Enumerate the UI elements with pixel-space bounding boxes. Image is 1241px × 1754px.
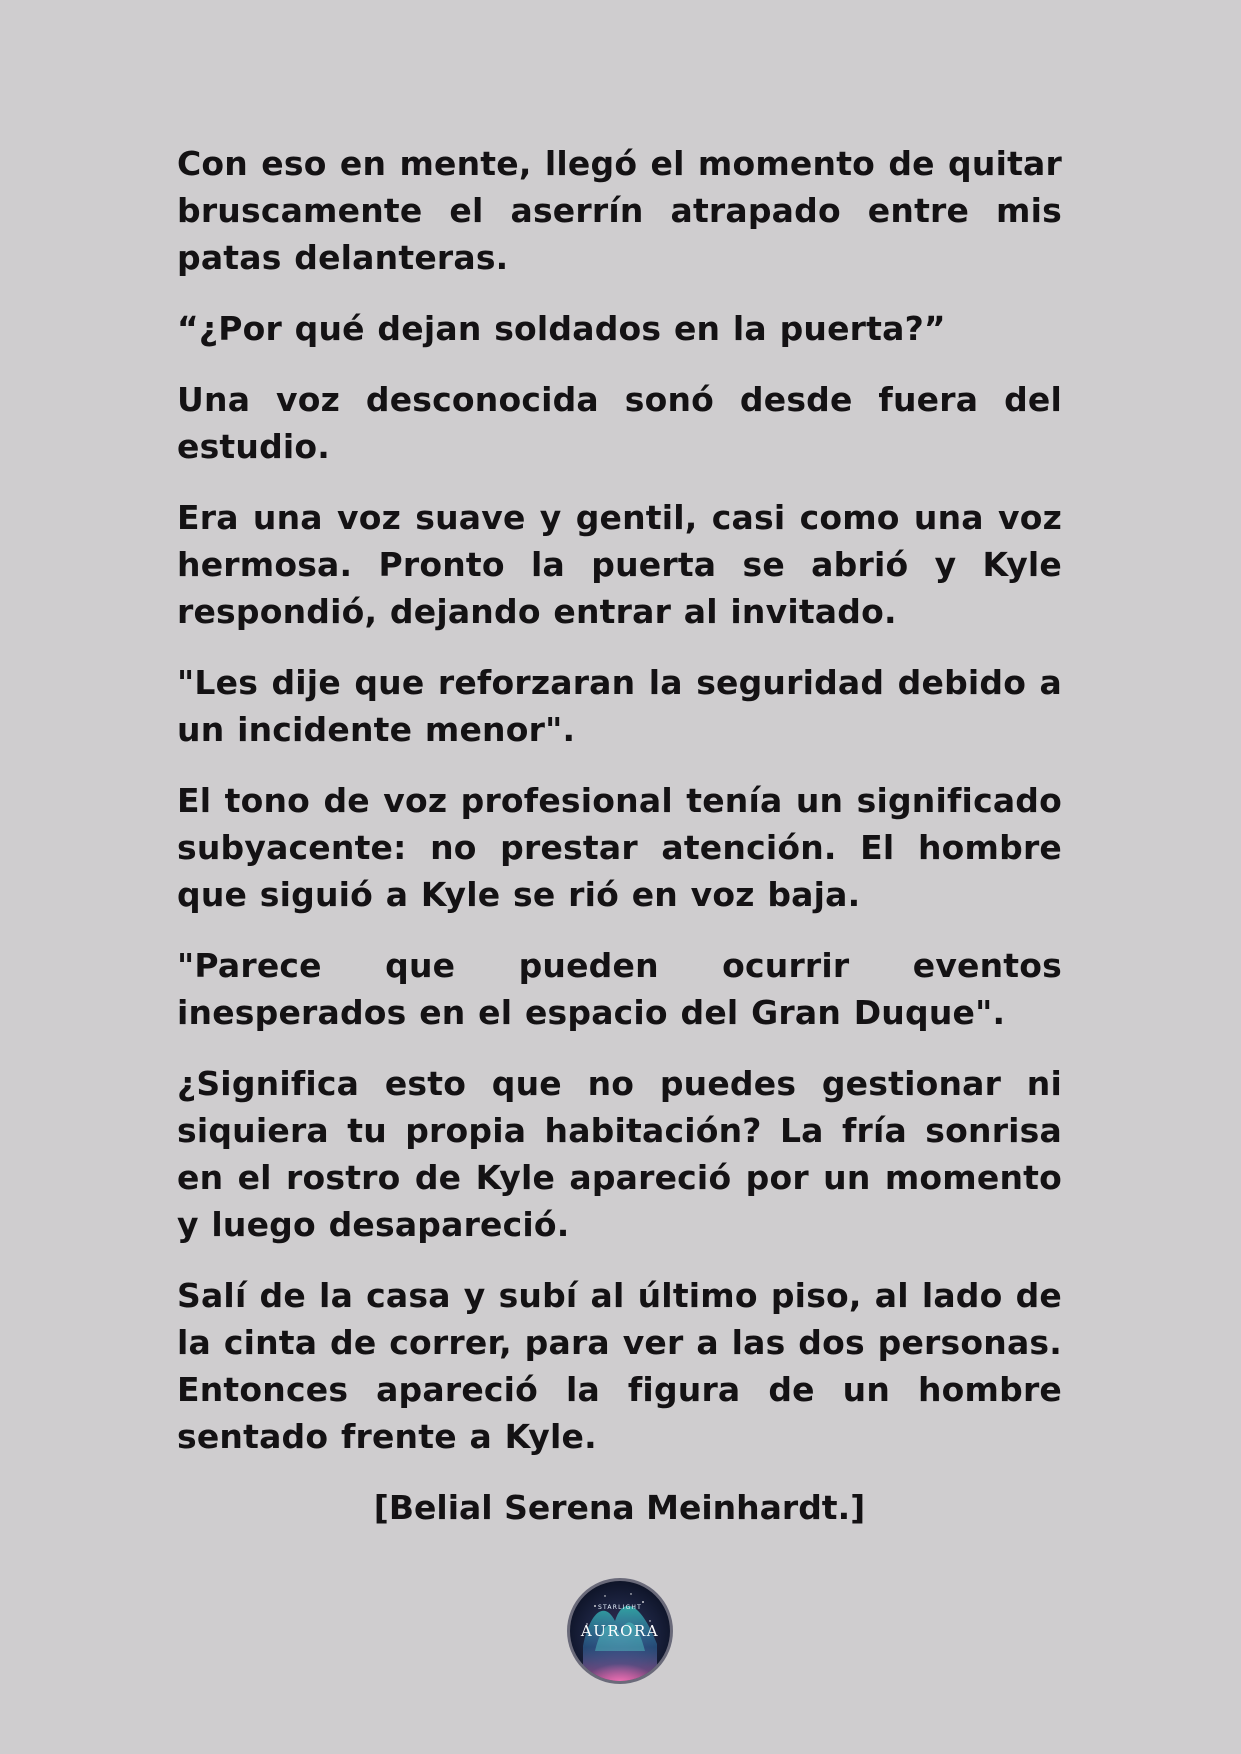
chapter-text bbox=[177, 140, 1062, 1531]
logo-main-text: AURORA bbox=[580, 1622, 660, 1640]
paragraph-4: Era una voz suave y gentil, casi como una voz hermosa. Pronto la puerta se abrió y Kyle respondió, dejando entrar al invitado. bbox=[177, 498, 1062, 631]
paragraph-3: Una voz desconocida sonó desde fuera del estudio. bbox=[177, 380, 1062, 466]
signature: [Belial Serena Meinhardt.] bbox=[373, 1488, 866, 1527]
logo-top-text: STARLIGHT bbox=[597, 1604, 643, 1611]
paragraph-2: “¿Por qué dejan soldados en la puerta?” bbox=[177, 309, 946, 348]
paragraph-7: "Parece que pueden ocurrir eventos inesperados en el espacio del Gran Duque". bbox=[177, 946, 1062, 1032]
aurora-logo-icon bbox=[565, 1576, 675, 1686]
paragraph-1: Con eso en mente, llegó el momento de quitar bruscamente el aserrín atrapado entre mis patas delanteras. bbox=[177, 144, 1062, 277]
paragraph-9: Salí de la casa y subí al último piso, al lado de la cinta de correr, para ver a las dos personas. Entonces apareció la figura de un hombre sentado frente a Kyle. bbox=[177, 1276, 1062, 1456]
paragraph-6: El tono de voz profesional tenía un significado subyacente: no prestar atención. El hombre que siguió a Kyle se rió en voz baja. bbox=[177, 781, 1062, 914]
paragraph-5: "Les dije que reforzaran la seguridad debido a un incidente menor". bbox=[177, 663, 1062, 749]
paragraph-8: ¿Significa esto que no puedes gestionar ni siquiera tu propia habitación? La fría sonrisa en el rostro de Kyle apareció por un momento y luego desapareció. bbox=[177, 1064, 1062, 1244]
